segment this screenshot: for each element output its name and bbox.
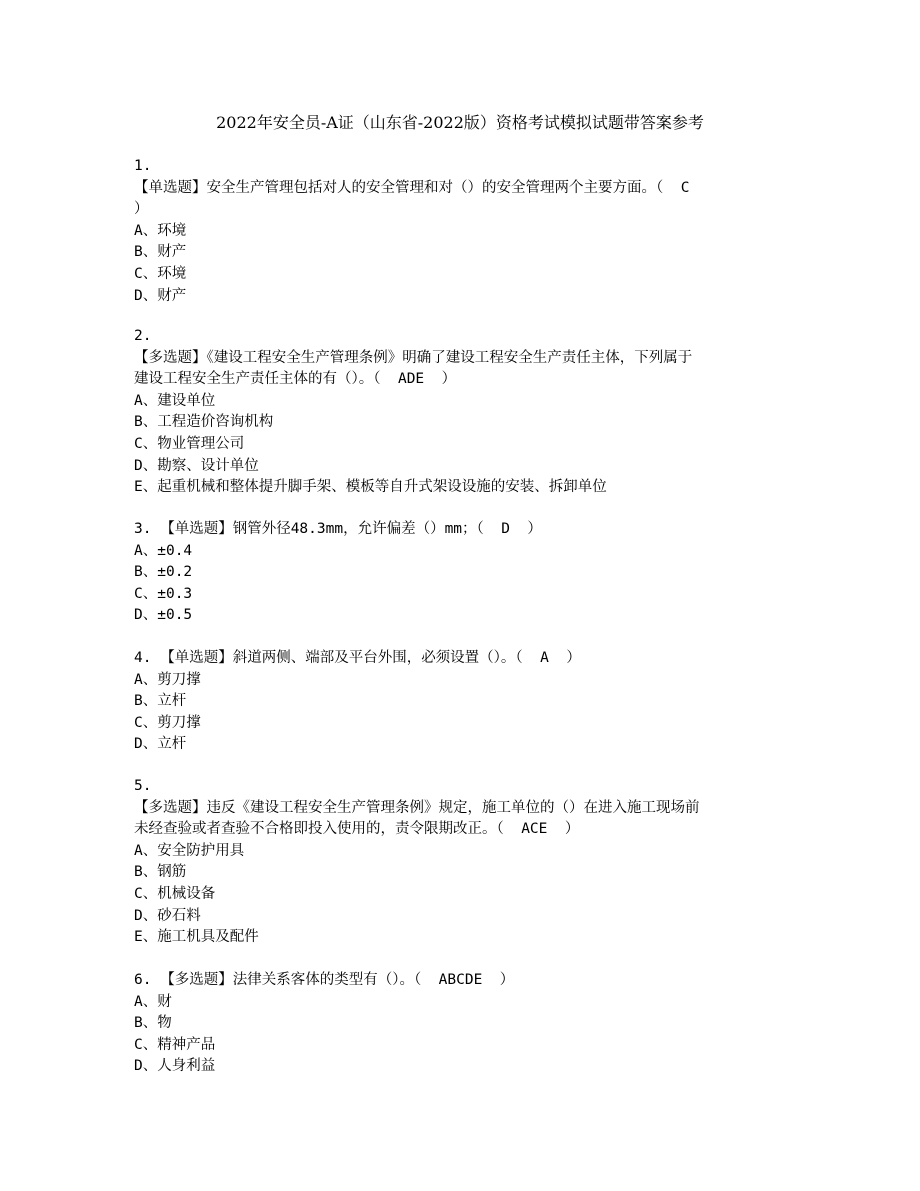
question-text: 【单选题】安全生产管理包括对人的安全管理和对（）的安全管理两个主要方面。（ C (134, 179, 690, 196)
option-a: A、建设单位 (134, 392, 216, 409)
question-text: 未经查验或者查验不合格即投入使用的，责令限期改正。（ ACE ） (134, 821, 580, 838)
question-text: 【多选题】《建设工程安全生产管理条例》明确了建设工程安全生产责任主体，下列属于 (134, 349, 693, 366)
option-a: A、剪刀撑 (134, 671, 201, 688)
option-c: C、精神产品 (134, 1036, 216, 1053)
question-1 (134, 156, 794, 307)
option-d: D、勘察、设计单位 (134, 457, 259, 474)
option-a: A、财 (134, 993, 172, 1010)
option-a: A、安全防护用具 (134, 842, 245, 859)
option-b: B、物 (134, 1015, 172, 1032)
question-5 (134, 776, 794, 949)
question-number: 5. (134, 778, 152, 794)
option-c: C、环境 (134, 265, 187, 282)
option-c: C、机械设备 (134, 885, 216, 902)
question-3 (134, 519, 794, 627)
question-2 (134, 326, 794, 499)
option-d: D、人身利益 (134, 1058, 216, 1075)
option-c: C、±0.3 (134, 585, 193, 602)
option-d: D、±0.5 (134, 607, 193, 624)
question-4 (134, 648, 794, 756)
option-b: B、工程造价咨询机构 (134, 414, 274, 431)
option-c: C、剪刀撑 (134, 714, 201, 731)
question-text: 3. 【单选题】钢管外径48.3mm，允许偏差（）mm；（ D ） (134, 521, 542, 537)
option-b: B、钢筋 (134, 864, 187, 881)
question-text: 建设工程安全生产责任主体的有（）。（ ADE ） (134, 371, 457, 388)
option-e: E、施工机具及配件 (134, 929, 259, 946)
option-d: D、财产 (134, 287, 187, 304)
option-b: B、立杆 (134, 693, 187, 710)
option-b: B、财产 (134, 244, 187, 261)
option-a: A、±0.4 (134, 542, 193, 559)
option-d: D、立杆 (134, 736, 187, 753)
question-number: 2. (134, 328, 152, 344)
question-6 (134, 970, 794, 1078)
option-d: D、砂石料 (134, 907, 201, 924)
question-text: 4. 【单选题】斜道两侧、端部及平台外围，必须设置（）。（ A ） (134, 650, 581, 666)
question-number: 1. (134, 158, 152, 174)
question-text: 6. 【多选题】法律关系客体的类型有（）。（ ABCDE ） (134, 972, 515, 988)
option-a: A、环境 (134, 222, 187, 239)
option-e: E、起重机械和整体提升脚手架、模板等自升式架设设施的安装、拆卸单位 (134, 479, 607, 496)
document-title: 2022年安全员-A证（山东省-2022版）资格考试模拟试题带答案参考 (216, 113, 704, 132)
option-c: C、物业管理公司 (134, 435, 245, 452)
option-b: B、±0.2 (134, 564, 193, 581)
question-text: ） (134, 201, 149, 218)
question-text: 【多选题】违反《建设工程安全生产管理条例》规定，施工单位的（）在进入施工现场前 (134, 799, 700, 816)
